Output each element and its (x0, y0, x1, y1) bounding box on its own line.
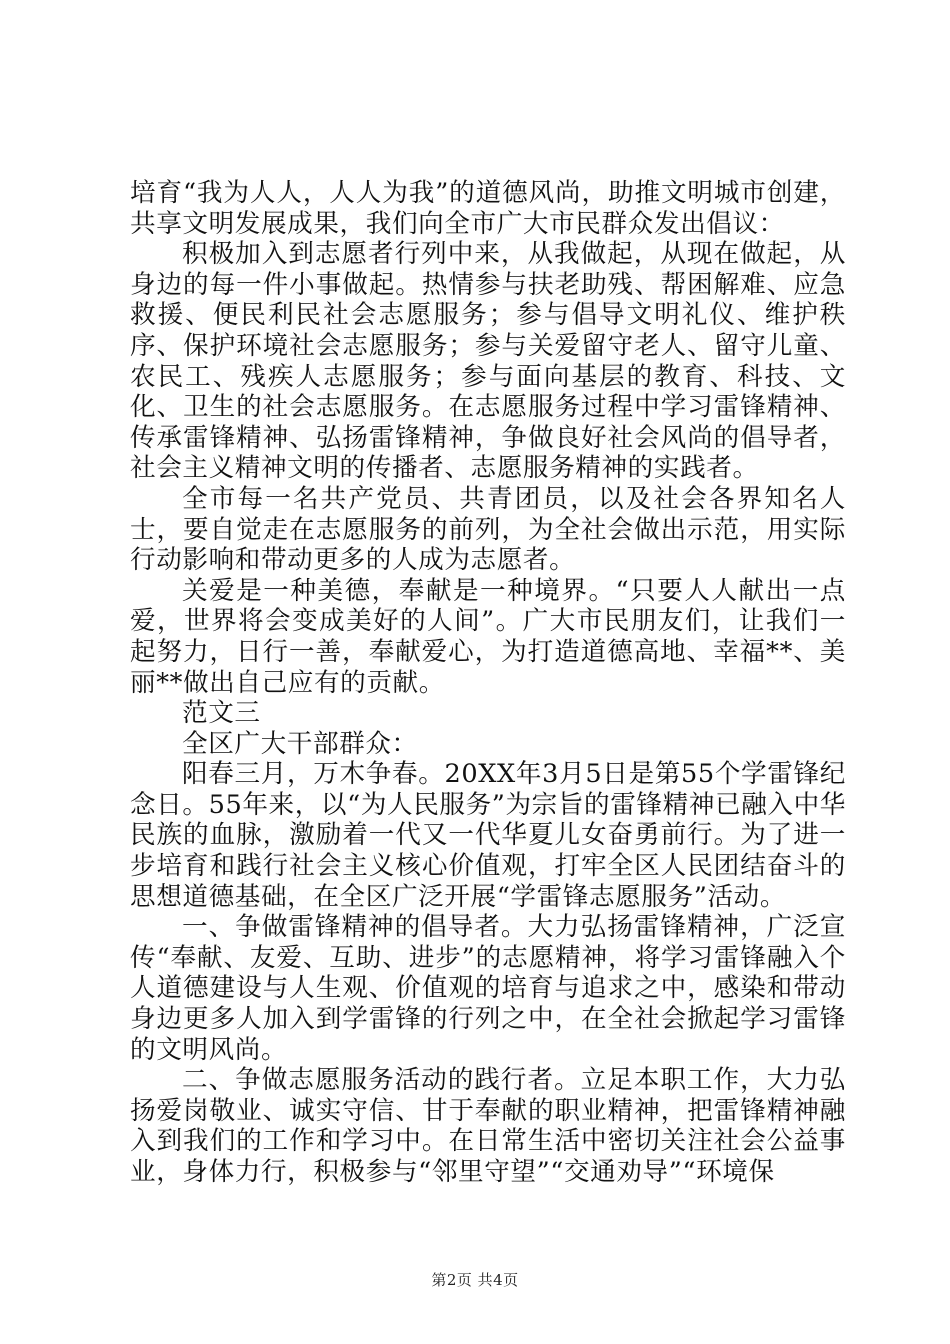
paragraph-continuation: 培育“我为人人，人人为我”的道德风尚，助推文明城市创建，共享文明发展成果，我们向全市广大市民群众发出倡议： (130, 178, 846, 239)
page-footer: 第2页 共4页 (431, 1271, 519, 1289)
paragraph-party-members: 全市每一名共产党员、共青团员，以及社会各界知名人士，要自觉走在志愿服务的前列，为全社会做出示范，用实际行动影响和带动更多的人成为志愿者。 (130, 483, 846, 576)
paragraph-point-two: 二、争做志愿服务活动的践行者。立足本职工作，大力弘扬爱岗敬业、诚实守信、甘于奉献的职业精神，把雷锋精神融入到我们的工作和学习中。在日常生活中密切关注社会公益事业，身体力行，积极参与“邻里守望”“交通劝导”“环境保 (130, 1065, 846, 1187)
section-heading-sample-three: 范文三 (182, 698, 261, 729)
paragraph-point-one: 一、争做雷锋精神的倡导者。大力弘扬雷锋精神，广泛宣传“奉献、友爱、互助、进步”的志愿精神，将学习雷锋融入个人道德建设与人生观、价值观的培育与追求之中，感染和带动身边更多人加入到学雷锋的行列之中，在全社会掀起学习雷锋的文明风尚。 (130, 912, 846, 1065)
paragraph-volunteer-call: 积极加入到志愿者行列中来，从我做起，从现在做起，从身边的每一件小事做起。热情参与扶老助残、帮困解难、应急救援、便民利民社会志愿服务；参与倡导文明礼仪、维护秩序、保护环境社会志愿服务；参与关爱留守老人、留守儿童、农民工、残疾人志愿服务；参与面向基层的教育、科技、文化、卫生的社会志愿服务。在志愿服务过程中学习雷锋精神、传承雷锋精神、弘扬雷锋精神，争做良好社会风尚的倡导者，社会主义精神文明的传播者、志愿服务精神的实践者。 (130, 239, 846, 484)
paragraph-spring-march: 阳春三月，万木争春。20XX年3月5日是第55个学雷锋纪念日。55年来，以“为人民服务”为宗旨的雷锋精神已融入中华民族的血脉，激励着一代又一代华夏儿女奋勇前行。为了进一步培育和践行社会主义核心价值观，打牢全区人民团结奋斗的思想道德基础，在全区广泛开展“学雷锋志愿服务”活动。 (130, 759, 846, 912)
paragraph-love-dedication: 关爱是一种美德，奉献是一种境界。“只要人人献出一点爱，世界将会变成美好的人间”。广大市民朋友们，让我们一起努力，日行一善，奉献爱心，为打造道德高地、幸福**、美丽**做出自己应有的贡献。 (130, 575, 846, 698)
salutation: 全区广大干部群众： (182, 728, 418, 759)
body-text (130, 178, 846, 1188)
